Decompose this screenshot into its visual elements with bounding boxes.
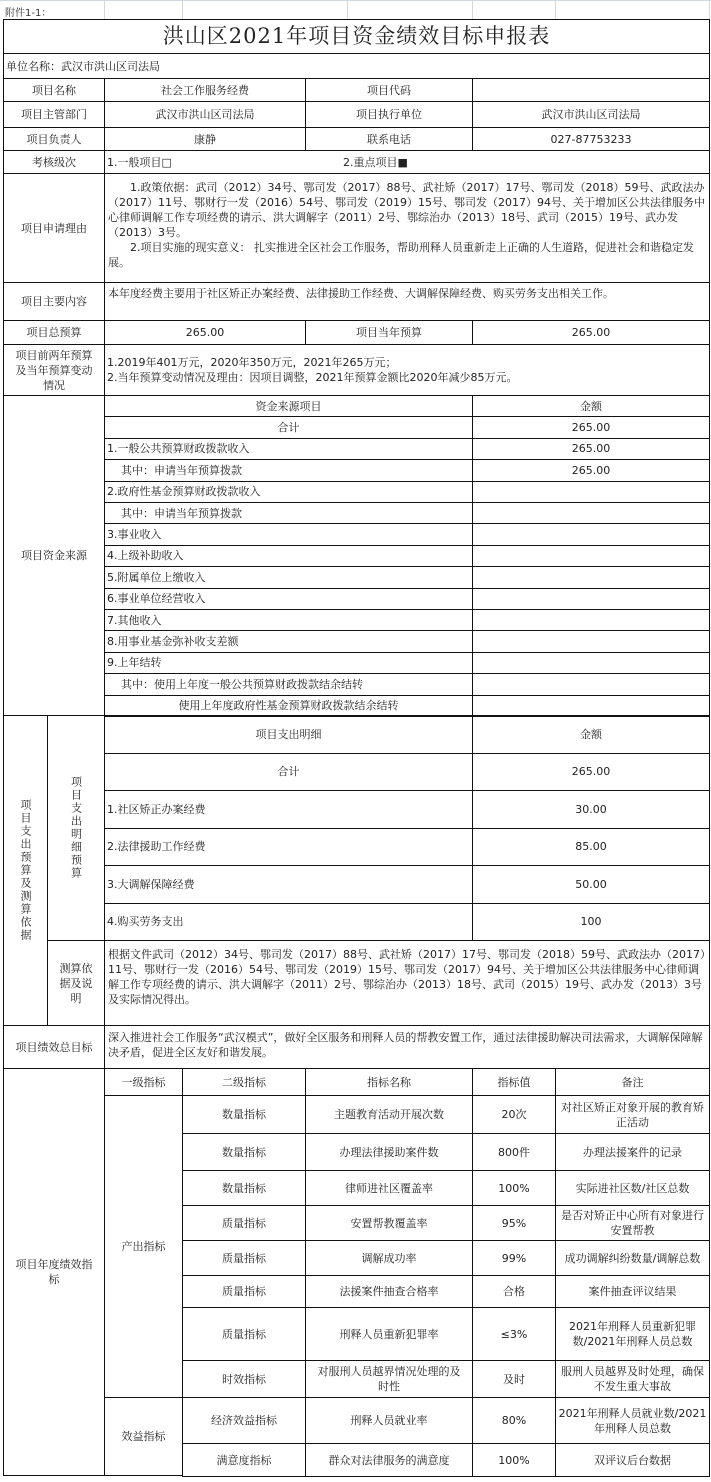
indicator-name: 调解成功率 bbox=[305, 1240, 473, 1276]
fund-row-item: 8.用事业基金弥补收支差额 bbox=[104, 630, 473, 652]
indicator-note: 成功调解纠纷数量/调解总数 bbox=[555, 1240, 710, 1276]
indicator-level2: 数量指标 bbox=[182, 1170, 306, 1206]
indicator-value: 合格 bbox=[472, 1275, 556, 1308]
indicator-note: 2021年刑释人员就业数/2021年刑释人员总数 bbox=[555, 1397, 710, 1444]
indicator-name: 法援案件抽查合格率 bbox=[305, 1275, 473, 1308]
indicator-note: 案件抽查评议结果 bbox=[555, 1275, 710, 1308]
sheet-gridlines bbox=[0, 0, 711, 20]
indicator-header: 指标名称 bbox=[305, 1068, 473, 1096]
level-option-general[interactable]: 1.一般项目□ bbox=[107, 155, 172, 169]
fund-row-item: 其中：申请当年预算拨款 bbox=[104, 502, 473, 524]
history-text bbox=[104, 344, 710, 396]
current-budget-value: 265.00 bbox=[472, 320, 710, 345]
indicator-name: 安置帮教覆盖率 bbox=[305, 1205, 473, 1241]
indicator-note: 2021年刑释人员重新犯罪数/2021年刑释人员总数 bbox=[555, 1307, 710, 1361]
basis-text: 根据文件武司（2012）34号、鄂司发（2017）88号、武社矫（2017）17号、鄂司发（2018）59号、武政法办（2017）11号、鄂财行一发（2016）54号、鄂司发（2019）15号、鄂司发（2017）94号、关于增加区公共法律服务中心律师调解工作专项经费的请示、洪大调解字（2011）2号、鄂综治办（2013）18号、武司（2015）19号、武办发（2013）3号及实际情况得出。 bbox=[104, 940, 710, 1026]
indicator-header: 指标值 bbox=[472, 1068, 556, 1096]
expense-row-amount: 100 bbox=[472, 903, 710, 942]
indicator-note: 双评议后台数据 bbox=[555, 1443, 710, 1477]
indicator-note: 服刑人员越界及时处理，确保不发生重大事故 bbox=[555, 1360, 710, 1398]
fund-row-item: 其中：申请当年预算拨款 bbox=[104, 459, 473, 481]
indicator-name: 办理法律援助案件数 bbox=[305, 1133, 473, 1171]
indicators-label: 项目年度绩效指标 bbox=[3, 1068, 105, 1476]
expense-row-item: 4.购买劳务支出 bbox=[104, 903, 473, 942]
fund-row-item: 3.事业收入 bbox=[104, 523, 473, 545]
history-line-2: 2.当年预算变动情况及理由：因项目调整，2021年预算金额比2020年减少85万元。 bbox=[107, 371, 518, 384]
indicator-header: 备注 bbox=[555, 1068, 710, 1096]
fund-row-item: 合计 bbox=[104, 416, 473, 438]
fund-row-amount bbox=[472, 673, 710, 695]
expense-row-amount: 30.00 bbox=[472, 790, 710, 829]
level-options bbox=[104, 150, 710, 174]
indicator-level2: 满意度指标 bbox=[182, 1443, 306, 1477]
total-budget-label: 项目总预算 bbox=[3, 320, 105, 345]
expense-outer-label: 项目支出预算及测算依据 bbox=[3, 715, 48, 1026]
goal-label: 项目绩效总目标 bbox=[3, 1025, 105, 1069]
indicator-value: 100% bbox=[472, 1170, 556, 1206]
indicator-level2: 数量指标 bbox=[182, 1095, 306, 1134]
fund-row-amount: 265.00 bbox=[472, 459, 710, 481]
project-code-value bbox=[472, 78, 710, 102]
attachment-label: 附件1-1： bbox=[5, 8, 52, 19]
fund-row-amount: 265.00 bbox=[472, 438, 710, 460]
reason-label: 项目申请理由 bbox=[3, 173, 105, 283]
indicator-name: 群众对法律服务的满意度 bbox=[305, 1443, 473, 1477]
expense-row-amount: 85.00 bbox=[472, 828, 710, 867]
fund-row-item: 9.上年结转 bbox=[104, 652, 473, 674]
leader-label: 项目负责人 bbox=[3, 127, 105, 151]
fund-row-item: 2.政府性基金预算财政拨款收入 bbox=[104, 481, 473, 503]
fund-row-item: 5.附属单位上缴收入 bbox=[104, 566, 473, 588]
dept-label: 项目主管部门 bbox=[3, 101, 105, 128]
history-label: 项目前两年预算及当年预算变动情况 bbox=[3, 344, 105, 396]
indicator-name: 对服刑人员越界情况处理的及时性 bbox=[305, 1360, 473, 1398]
fund-row-amount bbox=[472, 502, 710, 524]
page-title: 洪山区2021年项目资金绩效目标申报表 bbox=[3, 19, 710, 54]
exec-unit-value: 武汉市洪山区司法局 bbox=[472, 101, 710, 128]
indicator-note: 实际进社区数/社区总数 bbox=[555, 1170, 710, 1206]
expense-row-item: 3.大调解保障经费 bbox=[104, 865, 473, 904]
indicator-level2: 质量指标 bbox=[182, 1240, 306, 1276]
expense-detail-label: 项目支出明细预算 bbox=[47, 715, 105, 941]
fund-row-amount bbox=[472, 588, 710, 610]
fund-row-amount bbox=[472, 566, 710, 588]
expense-row-item: 合计 bbox=[104, 753, 473, 792]
expense-row-item: 1.社区矫正办案经费 bbox=[104, 790, 473, 829]
indicator-level2: 质量指标 bbox=[182, 1205, 306, 1241]
fund-row-item: 使用上年度政府性基金预算财政拨款结余结转 bbox=[104, 695, 473, 717]
indicator-name: 律师进社区覆盖率 bbox=[305, 1170, 473, 1206]
indicator-note: 是否对矫正中心所有对象进行安置帮教 bbox=[555, 1205, 710, 1241]
fund-row-item: 7.其他收入 bbox=[104, 609, 473, 631]
project-name-label: 项目名称 bbox=[3, 78, 105, 102]
indicator-level2: 经济效益指标 bbox=[182, 1397, 306, 1444]
reason-text bbox=[104, 173, 710, 283]
indicator-value: ≤3% bbox=[472, 1307, 556, 1361]
benefit-indicator-label: 效益指标 bbox=[104, 1397, 183, 1476]
leader-value: 康静 bbox=[104, 127, 306, 151]
fund-row-amount bbox=[472, 481, 710, 503]
indicator-header: 一级指标 bbox=[104, 1068, 183, 1096]
dept-value: 武汉市洪山区司法局 bbox=[104, 101, 306, 128]
expense-row-amount: 50.00 bbox=[472, 865, 710, 904]
fund-header-item: 资金来源项目 bbox=[104, 395, 473, 417]
indicator-header: 二级指标 bbox=[182, 1068, 306, 1096]
history-line-1: 1.2019年401万元，2020年350万元，2021年265万元； bbox=[107, 356, 397, 369]
indicator-value: 80% bbox=[472, 1397, 556, 1444]
phone-label: 联系电话 bbox=[305, 127, 473, 151]
fund-row-amount bbox=[472, 652, 710, 674]
total-budget-value: 265.00 bbox=[104, 320, 306, 345]
fund-row-amount bbox=[472, 609, 710, 631]
indicator-value: 20次 bbox=[472, 1095, 556, 1134]
fund-row-amount bbox=[472, 545, 710, 567]
exec-unit-label: 项目执行单位 bbox=[305, 101, 473, 128]
indicator-level2: 时效指标 bbox=[182, 1360, 306, 1398]
fund-row-item: 1.一般公共预算财政拨款收入 bbox=[104, 438, 473, 460]
unit-name: 单位名称：武汉市洪山区司法局 bbox=[3, 53, 710, 79]
fund-row-item: 4.上级补助收入 bbox=[104, 545, 473, 567]
indicator-name: 刑释人员就业率 bbox=[305, 1397, 473, 1444]
fund-row-item: 其中：使用上年度一般公共预算财政拨款结余结转 bbox=[104, 673, 473, 695]
content-label: 项目主要内容 bbox=[3, 282, 105, 321]
expense-header-amount: 金额 bbox=[472, 715, 710, 754]
current-budget-label: 项目当年预算 bbox=[305, 320, 473, 345]
fund-row-amount bbox=[472, 523, 710, 545]
project-code-label: 项目代码 bbox=[305, 78, 473, 102]
indicator-note: 对社区矫正对象开展的教育矫正活动 bbox=[555, 1095, 710, 1134]
expense-row-amount: 265.00 bbox=[472, 753, 710, 792]
expense-header-item: 项目支出明细 bbox=[104, 715, 473, 754]
fund-row-amount bbox=[472, 695, 710, 717]
project-name-value: 社会工作服务经费 bbox=[104, 78, 306, 102]
fund-row-amount bbox=[472, 630, 710, 652]
indicator-level2: 质量指标 bbox=[182, 1307, 306, 1361]
goal-text: 深入推进社会工作服务“武汉模式”，做好全区服务和刑释人员的帮教安置工作，通过法律援助解决司法需求，大调解保障解决矛盾，促进全区友好和谐发展。 bbox=[104, 1025, 710, 1069]
level-label: 考核级次 bbox=[3, 150, 105, 174]
indicator-name: 刑释人员重新犯罪率 bbox=[305, 1307, 473, 1361]
indicator-note: 办理法援案件的记录 bbox=[555, 1133, 710, 1171]
output-indicator-label: 产出指标 bbox=[104, 1095, 183, 1398]
reason-policy-basis: 1.政策依据：武司（2012）34号、鄂司发（2017）88号、武社矫（2017）17号、鄂司发（2018）59号、武政法办（2017）11号、鄂财行一发（2016）54号、鄂司发（2019）15号、鄂司发（2017）94号、关于增加区公共法律服务中心律师调解工作专项经费的请示、洪大调解字（2011）2号、鄂综治办（2013）18号、武司（2015）19号、武办发（2013）3号。 bbox=[108, 181, 705, 239]
fund-row-item: 6.事业单位经营收入 bbox=[104, 588, 473, 610]
fund-header-amount: 金额 bbox=[472, 395, 710, 417]
indicator-name: 主题教育活动开展次数 bbox=[305, 1095, 473, 1134]
indicator-level2: 质量指标 bbox=[182, 1275, 306, 1308]
expense-row-item: 2.法律援助工作经费 bbox=[104, 828, 473, 867]
indicator-value: 800件 bbox=[472, 1133, 556, 1171]
level-option-key[interactable]: 2.重点项目■ bbox=[343, 155, 408, 169]
reason-significance: 2.项目实施的现实意义： 扎实推进全区社会工作服务，帮助刑释人员重新走上正确的人生道路，促进社会和谐稳定发展。 bbox=[108, 241, 694, 269]
indicator-value: 99% bbox=[472, 1240, 556, 1276]
indicator-value: 及时 bbox=[472, 1360, 556, 1398]
indicator-level2: 数量指标 bbox=[182, 1133, 306, 1171]
fund-row-amount: 265.00 bbox=[472, 416, 710, 438]
indicator-value: 100% bbox=[472, 1443, 556, 1477]
phone-value: 027-87753233 bbox=[472, 127, 710, 151]
indicator-value: 95% bbox=[472, 1205, 556, 1241]
basis-label: 测算依据及说明 bbox=[47, 940, 105, 1026]
fund-source-label: 项目资金来源 bbox=[3, 395, 105, 716]
content-text: 本年度经费主要用于社区矫正办案经费、法律援助工作经费、大调解保障经费、购买劳务支出相关工作。 bbox=[104, 282, 710, 321]
